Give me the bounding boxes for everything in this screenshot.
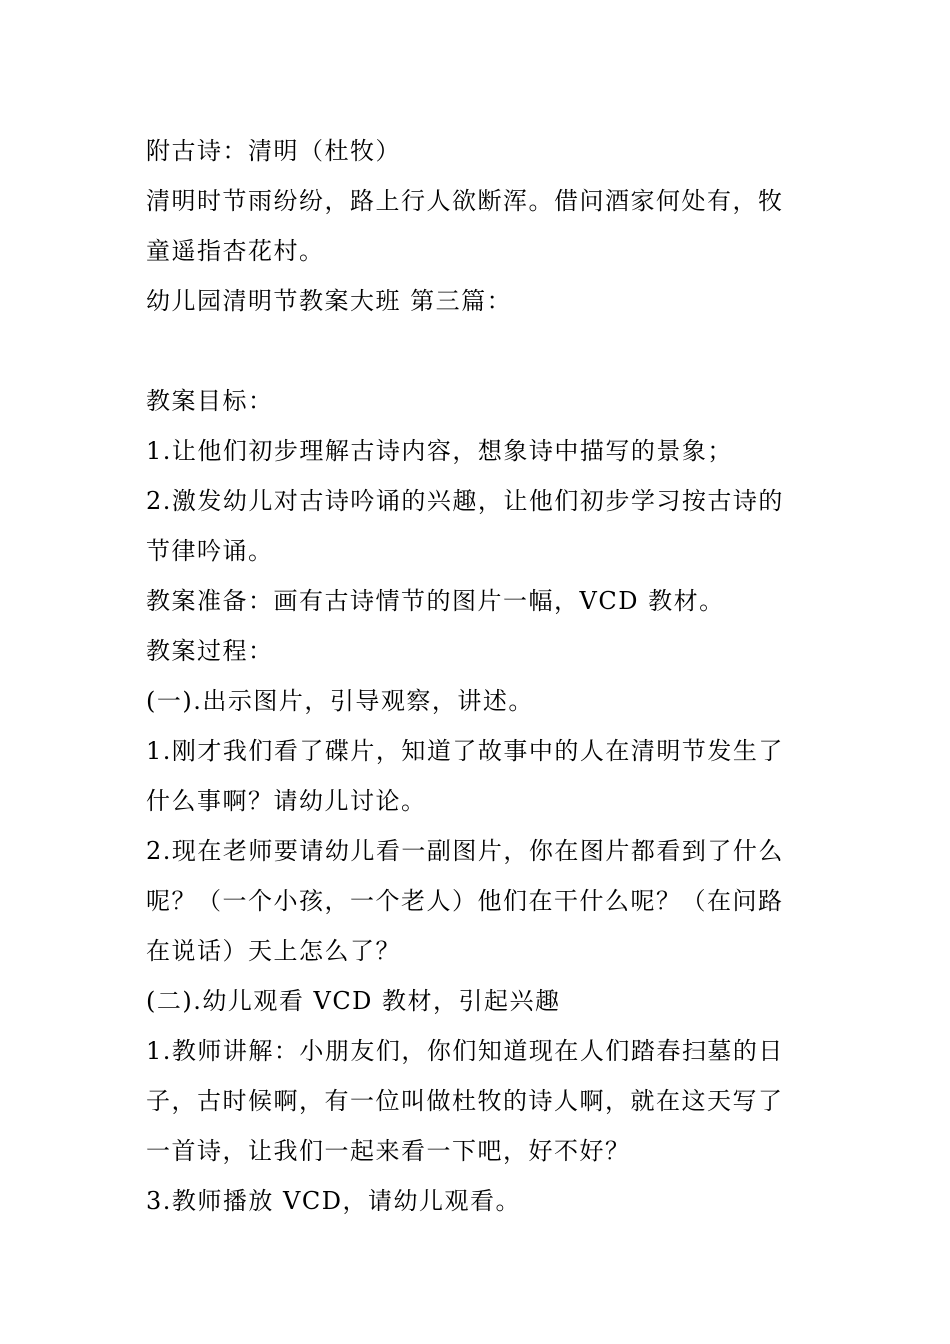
poem-text-line: 童遥指杏花村。	[146, 237, 325, 265]
process-heading: 教案过程：	[146, 637, 274, 665]
process-item: 3.教师播放 VCD，请幼儿观看。	[146, 1187, 521, 1215]
process-item: 1.刚才我们看了碟片，知道了故事中的人在清明节发生了	[146, 737, 784, 765]
objective-item-continued: 节律吟诵。	[146, 537, 274, 565]
poem-text-line: 清明时节雨纷纷，路上行人欲断浑。借问酒家何处有，牧	[146, 187, 784, 215]
process-item-continued: 一首诗，让我们一起来看一下吧，好不好？	[146, 1137, 631, 1165]
process-item: 1.教师讲解：小朋友们，你们知道现在人们踏春扫墓的日	[146, 1037, 784, 1065]
objective-item: 1.让他们初步理解古诗内容，想象诗中描写的景象；	[146, 437, 733, 465]
process-step-heading: (二).幼儿观看 VCD 教材，引起兴趣	[146, 987, 561, 1015]
preparation-line: 教案准备：画有古诗情节的图片一幅，VCD 教材。	[146, 587, 725, 615]
poem-heading: 附古诗：清明（杜牧）	[146, 137, 401, 165]
section-title: 幼儿园清明节教案大班 第三篇：	[146, 287, 513, 315]
process-item-continued: 呢？（一个小孩，一个老人）他们在干什么呢？（在问路	[146, 887, 784, 915]
process-item-continued: 什么事啊？请幼儿讨论。	[146, 787, 427, 815]
process-item-continued: 子，古时候啊，有一位叫做杜牧的诗人啊，就在这天写了	[146, 1087, 784, 1115]
process-item-continued: 在说话）天上怎么了？	[146, 937, 401, 965]
objective-item: 2.激发幼儿对古诗吟诵的兴趣，让他们初步学习按古诗的	[146, 487, 784, 515]
process-item: 2.现在老师要请幼儿看一副图片，你在图片都看到了什么	[146, 837, 784, 865]
objectives-heading: 教案目标：	[146, 387, 274, 415]
process-step-heading: (一).出示图片，引导观察，讲述。	[146, 687, 534, 715]
